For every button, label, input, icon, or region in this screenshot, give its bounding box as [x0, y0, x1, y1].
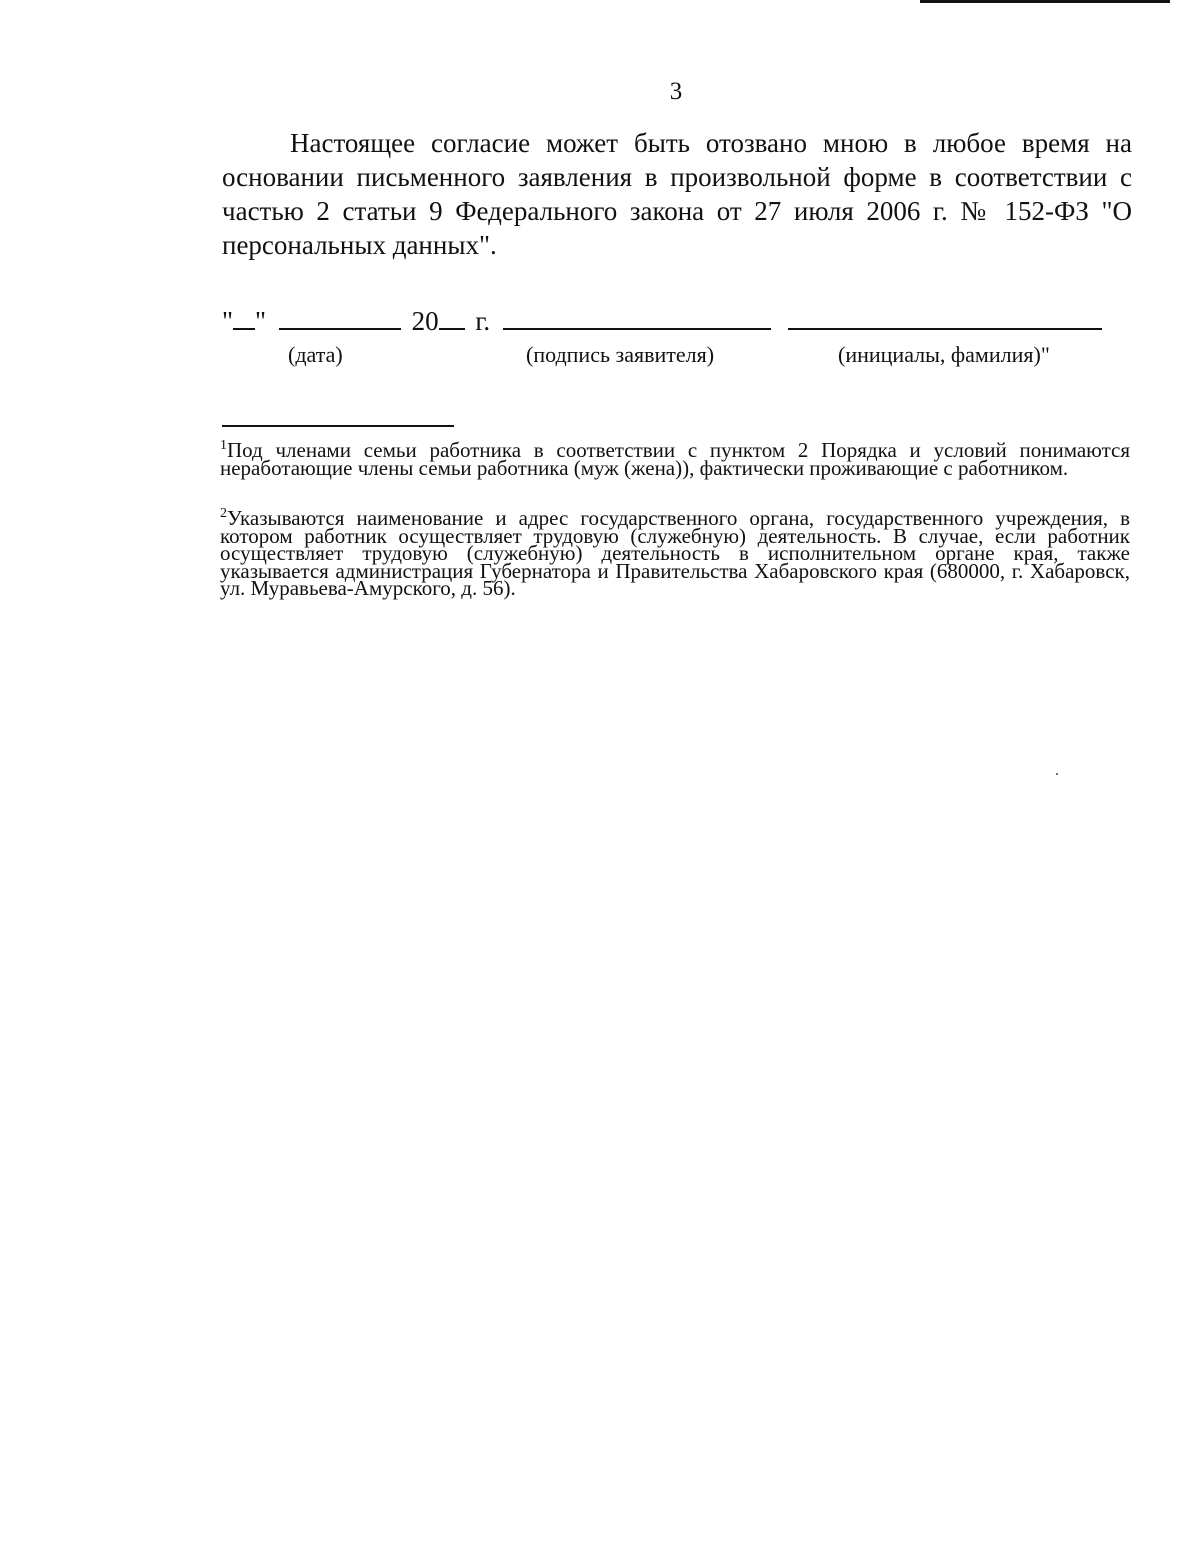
footnote-1-text: Под членами семьи работника в соответствии с пунктом 2 Порядка и условий понимаются неработающие члены семьи работника (муж (жена)), фактически проживающие с работником.	[220, 438, 1130, 480]
footnote-1-marker: 1	[220, 438, 227, 453]
footnote-1	[220, 438, 1130, 480]
consent-paragraph: Настоящее согласие может быть отозвано мною в любое время на основании письменного заявления в произвольной форме в соответствии с частью 2 статьи 9 Федерального закона от 27 июля 2006 г. № 152-ФЗ "О персональных данных".	[222, 128, 1132, 260]
signature-caption: (подпись заявителя)	[526, 342, 715, 367]
day-close-quote: "	[255, 306, 267, 336]
page-number: 3	[669, 78, 683, 105]
name-caption: (инициалы, фамилия)"	[838, 342, 1050, 367]
year-blank[interactable]	[439, 304, 465, 330]
year-suffix: г.	[475, 306, 491, 336]
date-caption: (дата)	[288, 342, 343, 367]
footnote-separator	[222, 425, 454, 427]
scan-speck	[1056, 773, 1058, 775]
signature-blank[interactable]	[503, 304, 771, 330]
name-blank[interactable]	[788, 304, 1102, 330]
signature-row	[222, 304, 1132, 338]
footnote-2	[220, 506, 1130, 600]
day-open-quote: "	[222, 306, 234, 336]
footnote-2-marker: 2	[220, 506, 227, 521]
year-prefix: 20	[411, 306, 439, 336]
month-blank[interactable]	[279, 304, 401, 330]
footnote-2-text: Указываются наименование и адрес государственного органа, государственного учреждения, в котором работник осуществляет трудовую (служебную) деятельность. В случае, если работник осуществляет трудовую (служебную) деятельность в исполнительном органе края, также указывается администрация Губернатора и Правительства Хабаровского края (680000, г. Хабаровск, ул. Муравьева-Амурского, д. 56).	[220, 506, 1130, 600]
day-blank[interactable]	[233, 304, 255, 330]
top-edge-rule	[920, 0, 1170, 3]
